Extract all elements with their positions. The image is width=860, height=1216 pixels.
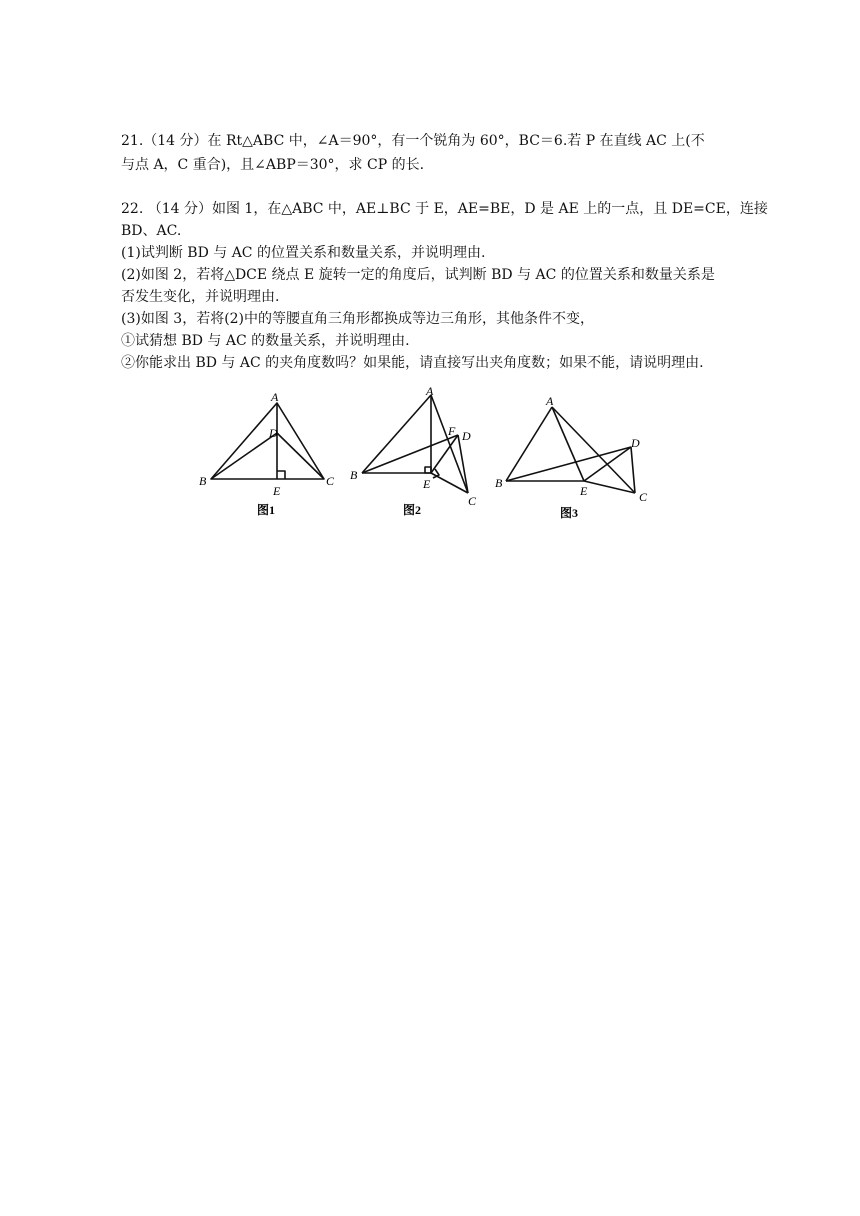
q22-part2b: 否发生变化，并说明理由. <box>121 289 280 305</box>
fig2-label-f: F <box>448 424 456 438</box>
q22-line2: BD、AC. <box>121 223 182 239</box>
fig1-caption: 图1 <box>257 503 276 517</box>
fig3-label-b: B <box>495 476 503 490</box>
figure-3-diagram <box>506 407 635 493</box>
fig3-label-d: D <box>631 436 640 450</box>
q21-line2: 与点 A，C 重合)，且∠ABP＝30°，求 CP 的长. <box>121 157 425 173</box>
fig2-label-c: C <box>468 494 477 508</box>
fig2-label-b: B <box>350 468 358 482</box>
q22-part2a: (2)如图 2，若将△DCE 绕点 E 旋转一定的角度后，试判断 BD 与 AC 的位置关系和数量关系是 <box>121 267 715 283</box>
q22-part3: (3)如图 3，若将(2)中的等腰直角三角形都换成等边三角形，其他条件不变， <box>121 311 595 327</box>
fig2-caption: 图2 <box>403 503 422 517</box>
fig3-label-c: C <box>639 490 648 504</box>
q21-line1: 21.（14 分）在 Rt△ABC 中，∠A＝90°，有一个锐角为 60°，BC＝6.若 P 在直线 AC 上(不 <box>121 133 705 149</box>
fig3-label-e: E <box>580 484 588 498</box>
q22-sub1: ①试猜想 BD 与 AC 的数量关系，并说明理由. <box>121 333 410 349</box>
fig2-label-d: D <box>462 429 471 443</box>
figure-2-diagram <box>362 395 468 493</box>
fig2-label-e: E <box>423 477 431 491</box>
fig1-label-b: B <box>199 474 207 488</box>
q22-part1: (1)试判断 BD 与 AC 的位置关系和数量关系，并说明理由. <box>121 245 486 261</box>
q22-sub2: ②你能求出 BD 与 AC 的夹角度数吗？如果能，请直接写出夹角度数；如果不能，请说明理由. <box>121 355 704 371</box>
figure-row <box>195 385 665 525</box>
geometry-figures <box>195 385 665 525</box>
q22-line1: 22. （14 分）如图 1，在△ABC 中，AE⊥BC 于 E，AE=BE，D 是 AE 上的一点，且 DE=CE，连接 <box>121 201 768 217</box>
fig1-label-c: C <box>326 474 335 488</box>
fig2-label-a: A <box>426 385 434 398</box>
fig1-label-e: E <box>273 484 281 498</box>
fig3-label-a: A <box>546 394 554 408</box>
fig1-label-d: D <box>269 426 278 440</box>
fig3-caption: 图3 <box>560 506 579 520</box>
fig1-label-a: A <box>271 390 279 404</box>
figure-1-diagram <box>211 403 324 479</box>
